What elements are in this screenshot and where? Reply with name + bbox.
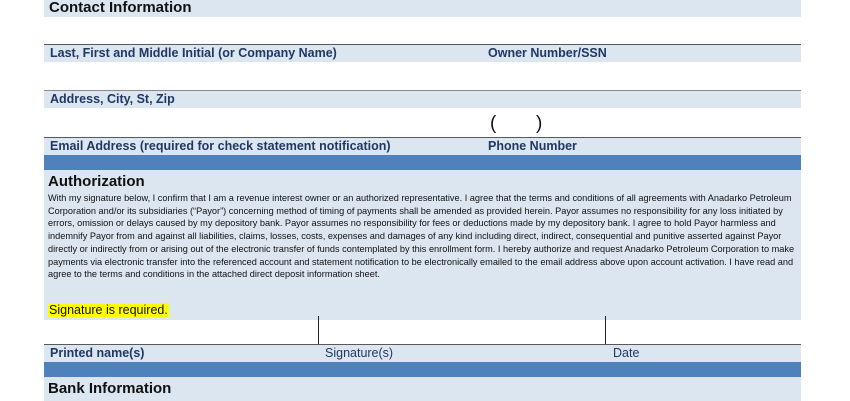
owner-number-label: Owner Number/SSN [488,46,607,60]
date-label: Date [613,346,640,360]
signatures-label: Signature(s) [325,346,394,360]
printed-names-label: Printed name(s) [50,346,145,360]
bank-section-title: Bank Information [48,380,172,397]
section-separator-band [44,155,801,170]
phone-number-label: Phone Number [488,139,577,153]
phone-open-paren: ( [490,113,497,134]
name-field-label: Last, First and Middle Initial (or Company Name) [50,46,337,60]
column-divider [318,316,319,346]
signature-label-band [44,345,801,362]
signature-required-note: Signature is required. [49,303,168,317]
signature-input-row[interactable] [44,320,801,344]
column-divider [605,316,606,346]
name-owner-input-field[interactable] [44,62,801,90]
address-field-label: Address, City, St, Zip [50,92,175,106]
contact-section-title: Contact Information [49,0,192,16]
authorization-title: Authorization [48,173,145,190]
authorization-text: With my signature below, I confirm that I am a revenue interest owner or an authorized representative. I agree that the terms and conditions of all agreements with Anadarko Petroleum Corporation and/or its subsidiaries (“Payor”) concerning method of timing of payments shall be amended as provided herein. Payor assumes no responsibility for any loss initiated by errors, omission or delays caused by my depository bank. Payor assumes no responsibility for fees or deductions made by my depository bank. I agree to hold Payor harmless and indemnify Payor from and against all liabilities, claims, losses, costs, expenses and damages of any kind including direct, indirect, consequential and punitive asserted against Payor directly or indirectly from or arising out of the electronic transfer of funds contemplated by this enrollment form. I hereby authorize and request Anadarko Petroleum Corporation to make payments via electronic transfer into the referenced account and statement notification to be electronically emailed to the email address above upon account activation. I have read and agree to the terms and conditions in the attached direct deposit information sheet. [48,193,795,280]
email-phone-input-field[interactable] [44,108,801,137]
phone-close-paren: ) [536,113,543,134]
email-field-label: Email Address (required for check statement notification) [50,139,391,153]
section-separator-band [44,362,801,377]
